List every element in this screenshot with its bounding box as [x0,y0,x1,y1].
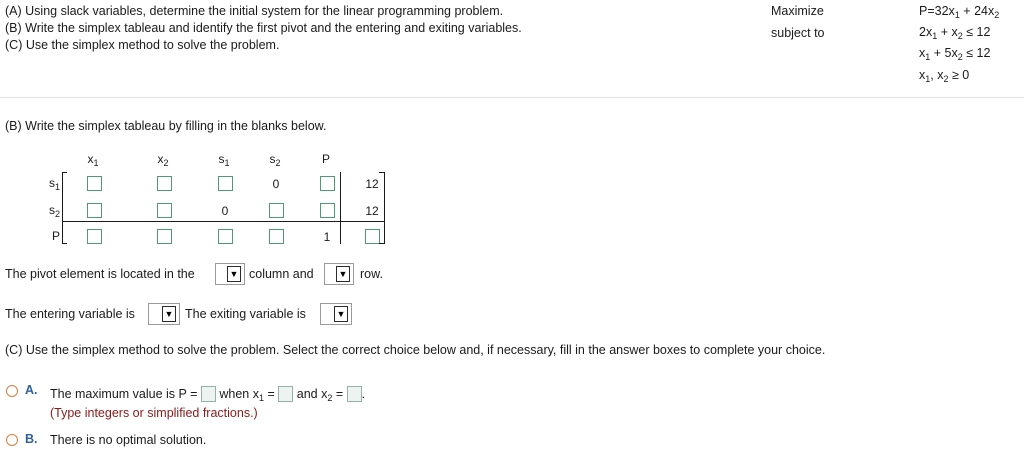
constraint-2-as: 1 [925,52,931,62]
tableau-row-label-sub: 1 [54,182,60,192]
tableau-value: 0 [221,204,229,218]
choice-b-radio[interactable] [6,434,18,446]
tableau-header-s1 [209,152,239,166]
tableau-left-bracket-top [62,172,67,173]
part-c-instruction: (C) Use the simplex method to solve the problem. Select the correct choice below and, if necessary, fill in the answer boxes to complete your choice. [5,343,826,357]
tableau-rhs-divider [340,172,341,244]
tableau-row-label-base: s [48,176,55,190]
objective-eq: = [927,4,935,18]
tableau-header-s1-base: s [218,152,225,166]
constraint-1-b: + x [937,25,958,39]
exiting-variable-label: The exiting variable is [185,307,306,321]
dropdown-arrow-icon: ▼ [227,266,241,282]
dropdown-arrow-icon: ▼ [162,306,176,322]
objective-function [919,4,999,18]
choice-a-sub2: 2 [327,393,333,403]
tableau-header-s1-sub: 1 [224,158,230,168]
entering-variable-dropdown[interactable] [148,303,180,325]
tableau-row-label [20,176,60,190]
tableau-blank-input[interactable] [218,176,233,191]
tableau-right-bracket-top [379,172,384,173]
tableau-header-x2 [148,152,178,166]
tableau-header-P-base: P [321,152,330,166]
choice-a-text3: and x [296,387,328,401]
tableau-blank-input[interactable] [269,229,284,244]
choice-a-radio[interactable] [6,385,18,397]
pivot-sentence-middle: column and [249,267,314,281]
nonnegativity [919,68,969,82]
nonneg-as: 1 [925,74,931,84]
tableau-header-x1-sub: 1 [93,158,99,168]
choice-a-letter: A. [25,383,38,397]
choice-a-statement [50,386,365,402]
choice-a-eq1: = [264,387,275,401]
tableau-blank-input[interactable] [320,203,335,218]
tableau-header-x1-base: x [87,152,94,166]
choice-a-sub1: 1 [258,393,264,403]
max-value-input[interactable] [201,386,216,402]
problem-line-a: (A) Using slack variables, determine the initial system for the linear programming problem. [5,4,504,18]
tableau-header-s2-base: s [269,152,276,166]
tableau-left-bracket [62,172,63,244]
choice-b-text: There is no optimal solution. [50,433,207,447]
constraint-2-rel: ≤ 12 [962,46,991,60]
objective-lhs: P [919,4,928,18]
pivot-column-dropdown[interactable] [215,263,245,285]
tableau-blank-input[interactable] [365,229,380,244]
tableau-blank-input[interactable] [157,229,172,244]
tableau-value: 12 [365,204,379,218]
exiting-variable-dropdown[interactable] [320,303,352,325]
nonneg-bs: 2 [943,74,949,84]
x1-value-input[interactable] [278,386,293,402]
choice-a-eq2: = [332,387,344,401]
constraint-2-bs: 2 [957,52,963,62]
tableau-blank-input[interactable] [87,229,102,244]
maximize-label: Maximize [771,4,824,18]
tableau-right-bracket-bottom [379,243,384,244]
choice-a-text1: The maximum value is P = [50,387,198,401]
tableau-left-bracket-bottom [62,243,67,244]
entering-variable-label: The entering variable is [5,307,135,321]
dropdown-arrow-icon: ▼ [336,266,350,282]
tableau-blank-input[interactable] [218,229,233,244]
constraint-2-a: x [919,46,926,60]
objective-term2: 24x [974,4,995,18]
constraint-1 [919,25,990,39]
tableau-value: 12 [365,177,379,191]
tableau-blank-input[interactable] [157,203,172,218]
tableau-header-s2 [260,152,290,166]
tableau-row-label-base: P [51,229,60,243]
part-b-instruction: (B) Write the simplex tableau by filling in the blanks below. [5,119,327,133]
constraint-1-rel: ≤ 12 [962,25,991,39]
objective-sub2: 2 [994,10,1000,20]
x2-value-input[interactable] [347,386,362,402]
section-divider [0,97,1024,98]
tableau-value: 1 [323,230,331,244]
constraint-2-b: + 5x [930,46,958,60]
choice-b-letter: B. [25,432,38,446]
choice-a-text2: when x [219,387,259,401]
tableau-header-P [311,152,341,166]
subject-to-label: subject to [771,26,825,40]
tableau-row-label-base: s [48,203,55,217]
tableau-header-x2-sub: 2 [163,158,169,168]
dropdown-arrow-icon: ▼ [334,306,348,322]
constraint-1-a: 2x [919,25,933,39]
pivot-row-dropdown[interactable] [324,263,354,285]
constraint-2 [919,46,990,60]
tableau-blank-input[interactable] [87,176,102,191]
tableau-row-label [20,203,60,217]
tableau-blank-input[interactable] [320,176,335,191]
pivot-sentence-start: The pivot element is located in the [5,267,195,281]
tableau-header-s2-sub: 2 [275,158,281,168]
tableau-header-x1 [78,152,108,166]
choice-a-end: . [361,387,366,401]
objective-sub1: 1 [954,10,960,20]
tableau-objective-divider [62,221,385,222]
problem-line-b: (B) Write the simplex tableau and identify the first pivot and the entering and exiting variables. [5,21,522,35]
objective-term1: 32x [934,4,955,18]
tableau-blank-input[interactable] [87,203,102,218]
objective-plus: + [959,4,975,18]
choice-a-hint: (Type integers or simplified fractions.) [50,406,258,420]
tableau-row-label-sub: 2 [54,209,60,219]
tableau-value: 0 [272,177,280,191]
constraint-1-bs: 2 [957,31,963,41]
nonneg-a: x [919,68,926,82]
problem-line-c: (C) Use the simplex method to solve the problem. [5,38,280,52]
pivot-sentence-end: row. [360,267,383,281]
tableau-row-label [20,229,60,243]
nonneg-mid: , x [930,68,944,82]
tableau-blank-input[interactable] [157,176,172,191]
tableau-right-bracket [384,172,385,244]
tableau-blank-input[interactable] [269,203,284,218]
constraint-1-as: 1 [932,31,938,41]
tableau-header-x2-base: x [157,152,164,166]
nonneg-rel: ≥ 0 [948,68,970,82]
